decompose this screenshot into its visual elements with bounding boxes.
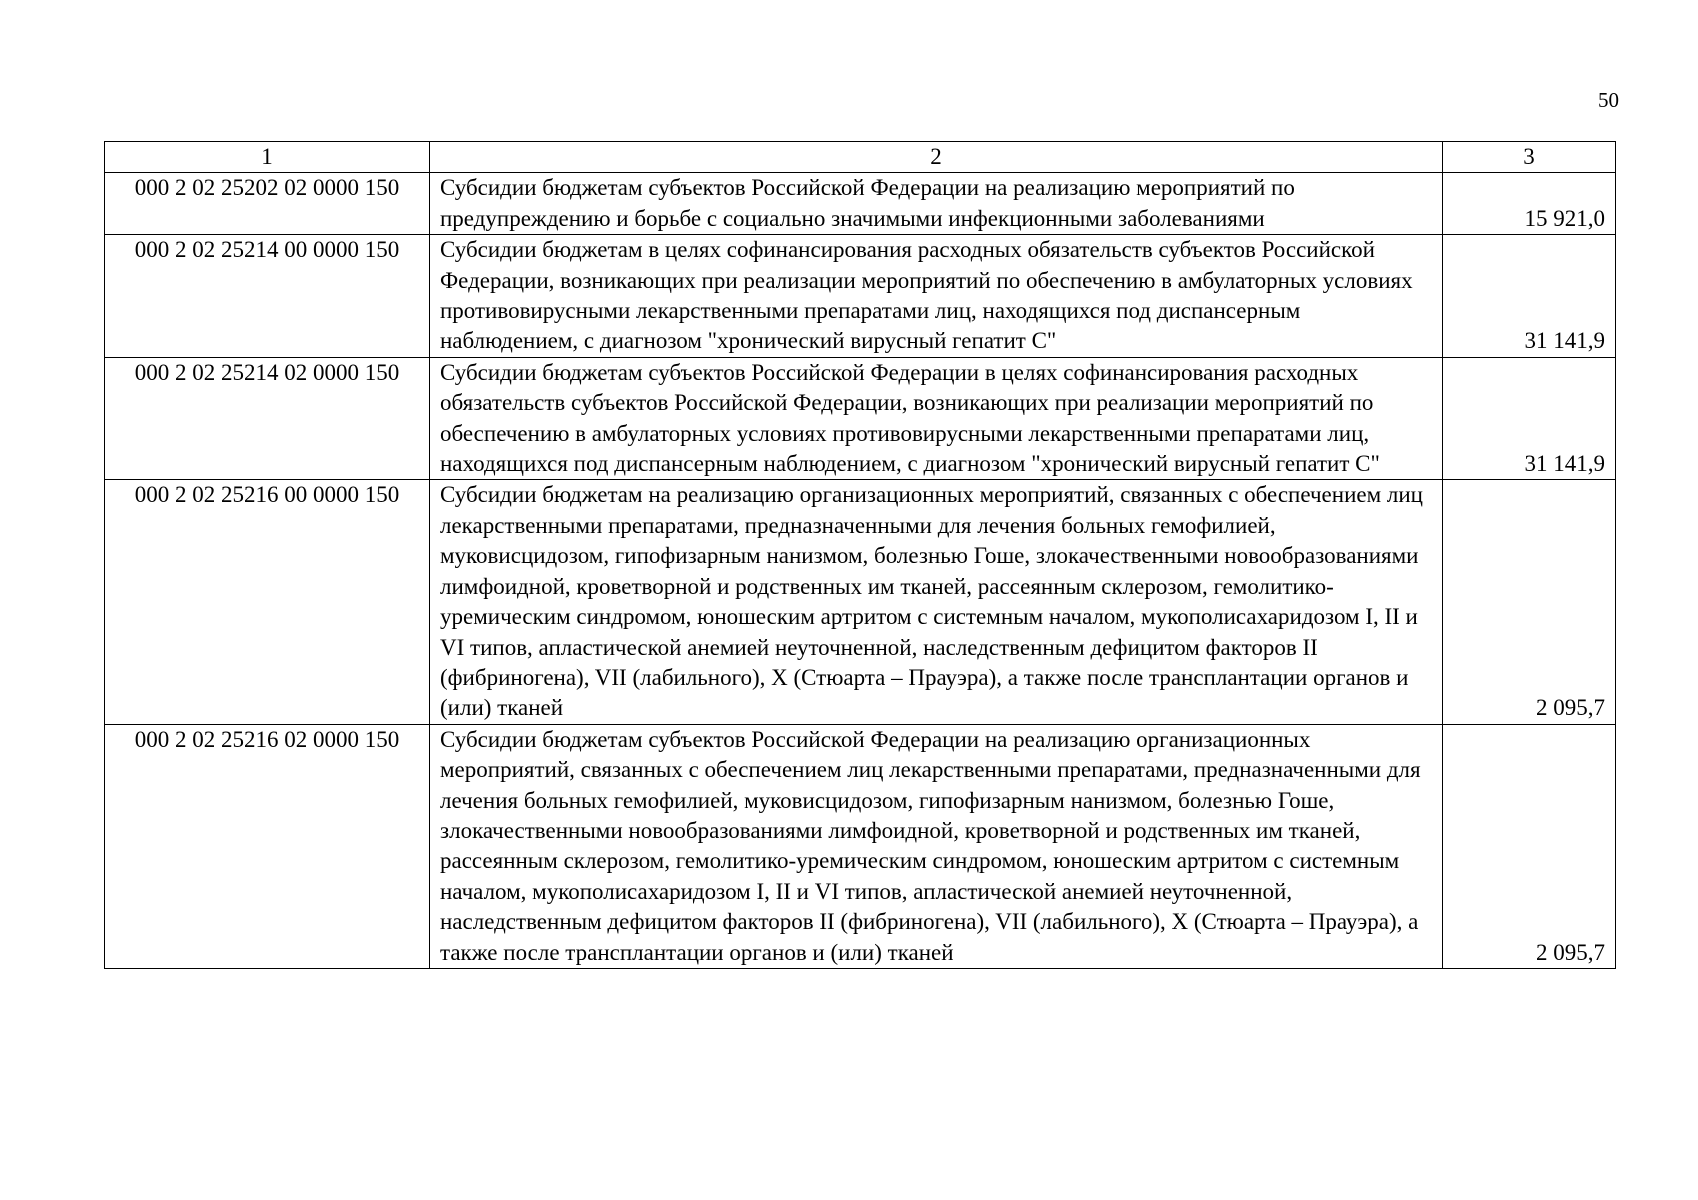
table-row: [105, 235, 1616, 358]
amount-cell: 15 921,0: [1443, 173, 1616, 235]
amount-cell: 2 095,7: [1443, 480, 1616, 724]
table-row: [105, 724, 1616, 968]
table-header-row: [105, 142, 1616, 173]
description-cell: Субсидии бюджетам субъектов Российской Федерации в целях софинансирования расходных обязательств субъектов Российской Федерации, возникающих при реализации мероприятий по обеспечению в амбулаторных условиях противовирусными лекарственными препаратами лиц, находящихся под диспансерным наблюдением, с диагнозом "хронический вирусный гепатит С": [430, 357, 1443, 480]
amount-cell: 2 095,7: [1443, 724, 1616, 968]
table-row: [105, 480, 1616, 724]
budget-code-cell: 000 2 02 25216 02 0000 150: [105, 724, 430, 968]
budget-code-cell: 000 2 02 25214 02 0000 150: [105, 357, 430, 480]
table-row: [105, 173, 1616, 235]
budget-code-cell: 000 2 02 25216 00 0000 150: [105, 480, 430, 724]
amount-cell: 31 141,9: [1443, 235, 1616, 358]
column-header-3: 3: [1443, 142, 1616, 173]
page-number: 50: [1598, 88, 1619, 112]
description-cell: Субсидии бюджетам на реализацию организационных мероприятий, связанных с обеспечением лиц лекарственными препаратами, предназначенными для лечения больных гемофилией, муковисцидозом, гипофизарным нанизмом, болезнью Гоше, злокачественными новообразованиями лимфоидной, кроветворной и родственных им тканей, рассеянным склерозом, гемолитико-уремическим синдромом, юношеским артритом с системным началом, мукополисахаридозом I, II и VI типов, апластической анемией неуточненной, наследственным дефицитом факторов II (фибриногена), VII (лабильного), X (Стюарта – Прауэра), а также после трансплантации органов и (или) тканей: [430, 480, 1443, 724]
column-header-2: 2: [430, 142, 1443, 173]
budget-code-cell: 000 2 02 25202 02 0000 150: [105, 173, 430, 235]
description-cell: Субсидии бюджетам в целях софинансирования расходных обязательств субъектов Российской Федерации, возникающих при реализации мероприятий по обеспечению в амбулаторных условиях противовирусными лекарственными препаратами лиц, находящихся под диспансерным наблюдением, с диагнозом "хронический вирусный гепатит С": [430, 235, 1443, 358]
budget-code-cell: 000 2 02 25214 00 0000 150: [105, 235, 430, 358]
description-cell: Субсидии бюджетам субъектов Российской Федерации на реализацию мероприятий по предупреждению и борьбе с социально значимыми инфекционными заболеваниями: [430, 173, 1443, 235]
description-cell: Субсидии бюджетам субъектов Российской Федерации на реализацию организационных мероприятий, связанных с обеспечением лиц лекарственными препаратами, предназначенными для лечения больных гемофилией, муковисцидозом, гипофизарным нанизмом, болезнью Гоше, злокачественными новообразованиями лимфоидной, кроветворной и родственных им тканей, рассеянным склерозом, гемолитико-уремическим синдромом, юношеским артритом с системным началом, мукополисахаридозом I, II и VI типов, апластической анемией неуточненной, наследственным дефицитом факторов II (фибриногена), VII (лабильного), X (Стюарта – Прауэра), а также после трансплантации органов и (или) тканей: [430, 724, 1443, 968]
table-row: [105, 357, 1616, 480]
amount-cell: 31 141,9: [1443, 357, 1616, 480]
budget-revenue-table: [104, 141, 1616, 969]
column-header-1: 1: [105, 142, 430, 173]
